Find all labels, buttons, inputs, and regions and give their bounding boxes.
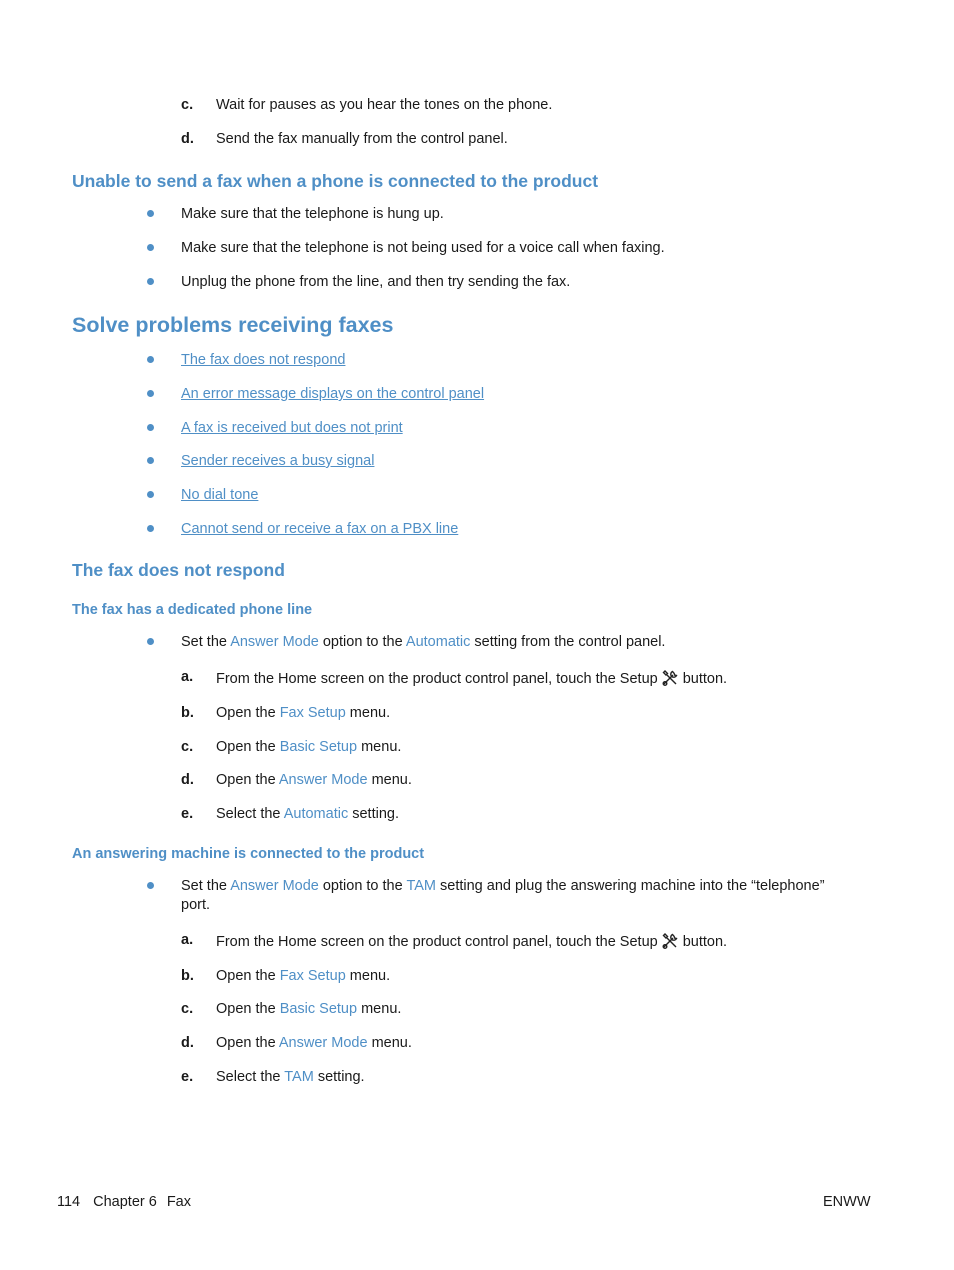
bullet-text: Make sure that the telephone is hung up. — [181, 206, 444, 222]
bullet-dot — [147, 244, 154, 251]
section-heading-unable-to-send: Unable to send a fax when a phone is connected to the product — [72, 171, 599, 191]
subsection-heading-answering-machine: An answering machine is connected to the product — [72, 846, 425, 862]
step-letter: d. — [181, 1035, 194, 1051]
step-letter: c. — [181, 1001, 194, 1017]
bullet-dot — [147, 278, 154, 285]
step-letter: a. — [181, 669, 194, 685]
footer-locale: ENWW — [823, 1194, 871, 1210]
step-text: From the Home screen on the product control panel, touch the Setup button. — [216, 668, 727, 688]
step-letter: a. — [181, 932, 194, 948]
bullet-text: Set the Answer Mode option to the TAM setting and plug the answering machine into the “telephone” — [181, 878, 825, 894]
step-letter: c. — [181, 97, 194, 113]
footer-section: Fax — [166, 1194, 191, 1210]
step-letter: b. — [181, 705, 194, 721]
section-heading-fax-not-respond: The fax does not respond — [72, 560, 285, 580]
link-no-dial-tone[interactable]: No dial tone — [181, 487, 259, 503]
step-text: Select the Automatic setting. — [216, 806, 399, 822]
step-text: Open the Fax Setup menu. — [216, 705, 391, 721]
step-text: Wait for pauses as you hear the tones on the phone. — [216, 97, 553, 113]
step-text: Select the TAM setting. — [216, 1069, 365, 1085]
link-busy-signal[interactable]: Sender receives a busy signal — [181, 453, 375, 469]
footer-chapter: Chapter 6 — [93, 1194, 157, 1210]
setup-wrench-icon — [660, 668, 680, 688]
step-text: Send the fax manually from the control panel. — [216, 131, 508, 147]
bullet-dot — [147, 882, 154, 889]
bullet-dot — [147, 210, 154, 217]
bullet-dot — [147, 491, 154, 498]
link-fax-received-not-print[interactable]: A fax is received but does not print — [181, 420, 403, 436]
bullet-dot — [147, 638, 154, 645]
page-title-receiving-faxes: Solve problems receiving faxes — [72, 313, 394, 337]
step-letter: e. — [181, 806, 194, 822]
bullet-dot — [147, 424, 154, 431]
link-error-message[interactable]: An error message displays on the control panel — [181, 386, 485, 402]
step-text: Open the Answer Mode menu. — [216, 1035, 412, 1051]
link-pbx-line[interactable]: Cannot send or receive a fax on a PBX line — [181, 521, 459, 537]
bullet-text: Set the Answer Mode option to the Automatic setting from the control panel. — [181, 634, 666, 650]
link-fax-does-not-respond[interactable]: The fax does not respond — [181, 352, 346, 368]
step-text: Open the Fax Setup menu. — [216, 968, 391, 984]
bullet-dot — [147, 356, 154, 363]
step-letter: d. — [181, 131, 194, 147]
step-text: Open the Basic Setup menu. — [216, 1001, 402, 1017]
subsection-heading-dedicated-line: The fax has a dedicated phone line — [72, 602, 313, 618]
step-text: From the Home screen on the product control panel, touch the Setup button. — [216, 931, 727, 951]
footer-left — [57, 1193, 191, 1211]
bullet-dot — [147, 457, 154, 464]
page-number: 114 — [57, 1194, 81, 1210]
step-letter: c. — [181, 739, 194, 755]
bullet-text-continued: port. — [181, 897, 211, 913]
bullet-text: Unplug the phone from the line, and then try sending the fax. — [181, 274, 571, 290]
bullet-dot — [147, 525, 154, 532]
bullet-text: Make sure that the telephone is not being used for a voice call when faxing. — [181, 240, 665, 256]
setup-wrench-icon — [660, 931, 680, 951]
step-letter: b. — [181, 968, 194, 984]
bullet-dot — [147, 390, 154, 397]
step-text: Open the Basic Setup menu. — [216, 739, 402, 755]
step-letter: e. — [181, 1069, 194, 1085]
step-letter: d. — [181, 772, 194, 788]
step-text: Open the Answer Mode menu. — [216, 772, 412, 788]
